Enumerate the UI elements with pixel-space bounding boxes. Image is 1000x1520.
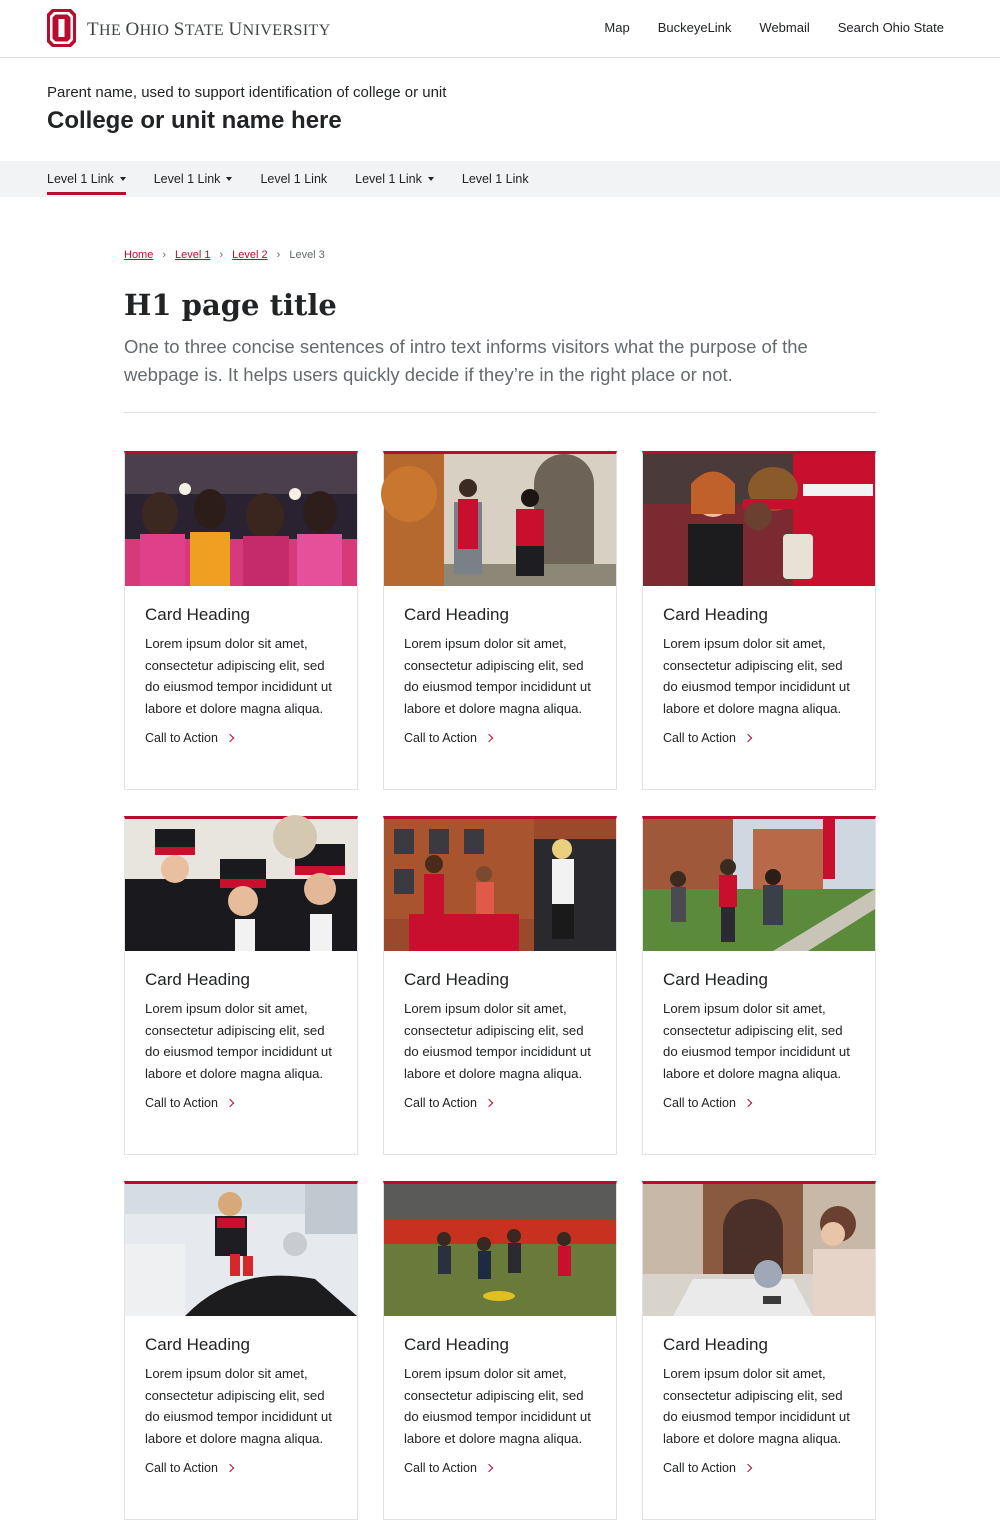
card: [383, 451, 617, 790]
card-cta-label: Call to Action: [663, 731, 736, 745]
site-name[interactable]: College or unit name here: [47, 107, 342, 134]
chevron-right-icon: [226, 734, 234, 742]
card-text: Lorem ipsum dolor sit amet, consectetur adipiscing elit, sed do eiusmod tempor incididunt ut labore et dolore magna aliqua.: [663, 1001, 850, 1081]
chevron-right-icon: [744, 1099, 752, 1107]
card: [642, 1181, 876, 1520]
caret-down-icon: [428, 177, 434, 181]
global-nav-map-link[interactable]: Map: [604, 20, 630, 35]
card-cta-label: Call to Action: [404, 731, 477, 745]
card-grid: [124, 451, 876, 1520]
card-cta-link[interactable]: [145, 1096, 337, 1110]
chevron-right-icon: [485, 734, 493, 742]
card: [642, 451, 876, 790]
card-text: Lorem ipsum dolor sit amet, consectetur adipiscing elit, sed do eiusmod tempor incididunt ut labore et dolore magna aliqua.: [145, 1366, 332, 1446]
campus-walk-photo: [384, 454, 616, 586]
card-text: Lorem ipsum dolor sit amet, consectetur adipiscing elit, sed do eiusmod tempor incididunt ut labore et dolore magna aliqua.: [663, 636, 850, 716]
chevron-right-icon: [226, 1464, 234, 1472]
global-nav: [604, 20, 944, 35]
breadcrumb-current: Level 3: [289, 249, 325, 261]
chevron-right-icon: [485, 1099, 493, 1107]
breadcrumb-level1-link[interactable]: Level 1: [175, 249, 211, 261]
card: [124, 451, 358, 790]
card-heading: Card Heading: [145, 1335, 250, 1354]
chevron-right-icon: ›: [219, 249, 224, 261]
global-nav-search-link[interactable]: Search Ohio State: [837, 20, 944, 35]
parent-name: Parent name, used to support identification of college or unit: [47, 84, 447, 101]
card-cta-link[interactable]: [663, 1461, 855, 1475]
global-header: [0, 0, 1000, 58]
card-cta-link[interactable]: [145, 731, 337, 745]
main-nav-item-1[interactable]: [47, 161, 126, 197]
marching-band-photo: [125, 819, 357, 951]
card: [124, 816, 358, 1155]
chevron-right-icon: ›: [162, 249, 167, 261]
card: [383, 1181, 617, 1520]
card-cta-label: Call to Action: [145, 1461, 218, 1475]
main-nav-label: Level 1 Link: [153, 172, 221, 186]
caret-down-icon: [120, 177, 126, 181]
card-heading: Card Heading: [404, 1335, 509, 1354]
chevron-right-icon: [226, 1099, 234, 1107]
caret-down-icon: [226, 177, 232, 181]
card-text: Lorem ipsum dolor sit amet, consectetur adipiscing elit, sed do eiusmod tempor incididunt ut labore et dolore magna aliqua.: [145, 1001, 332, 1081]
chevron-right-icon: [744, 734, 752, 742]
breadcrumb: [124, 249, 325, 261]
card: [383, 816, 617, 1155]
card-cta-label: Call to Action: [663, 1461, 736, 1475]
intro-text: One to three concise sentences of intro text informs visitors what the purpose of the webpage is. It helps users quickly decide if they’re in the right place or not.: [124, 336, 808, 385]
breadcrumb-home-link[interactable]: Home: [124, 249, 154, 261]
chevron-right-icon: [744, 1464, 752, 1472]
card-heading: Card Heading: [404, 970, 509, 989]
divider: [124, 412, 876, 413]
global-nav-buckeyelink-link[interactable]: BuckeyeLink: [657, 20, 732, 35]
global-nav-webmail-link[interactable]: Webmail: [759, 20, 810, 35]
main-nav-item-5[interactable]: [462, 161, 529, 197]
main-nav-item-4[interactable]: [355, 161, 434, 197]
card-heading: Card Heading: [663, 970, 768, 989]
card-heading: Card Heading: [663, 1335, 768, 1354]
breadcrumb-level2-link[interactable]: Level 2: [232, 249, 268, 261]
card-cta-link[interactable]: [404, 1096, 596, 1110]
main-nav-item-2[interactable]: [154, 161, 233, 197]
card-cta-link[interactable]: [404, 731, 596, 745]
card-heading: Card Heading: [145, 605, 250, 624]
card-heading: Card Heading: [663, 605, 768, 624]
main-nav: [0, 161, 1000, 197]
block-o-logo-icon[interactable]: [47, 9, 76, 47]
card-cta-label: Call to Action: [404, 1461, 477, 1475]
campus-path-photo: [643, 819, 875, 951]
card-text: Lorem ipsum dolor sit amet, consectetur adipiscing elit, sed do eiusmod tempor incididunt ut labore et dolore magna aliqua.: [663, 1366, 850, 1446]
card-text: Lorem ipsum dolor sit amet, consectetur adipiscing elit, sed do eiusmod tempor incididunt ut labore et dolore magna aliqua.: [404, 636, 591, 716]
card-cta-label: Call to Action: [145, 1096, 218, 1110]
card-cta-link[interactable]: [145, 1461, 337, 1475]
page-title: H1 page title: [124, 288, 337, 322]
card-cta-link[interactable]: [663, 731, 855, 745]
main-nav-label: Level 1 Link: [47, 172, 114, 186]
card-text: Lorem ipsum dolor sit amet, consectetur adipiscing elit, sed do eiusmod tempor incididunt ut labore et dolore magna aliqua.: [404, 1366, 591, 1446]
chevron-right-icon: ›: [276, 249, 281, 261]
card: [124, 1181, 358, 1520]
card-cta-link[interactable]: [663, 1096, 855, 1110]
card-text: Lorem ipsum dolor sit amet, consectetur adipiscing elit, sed do eiusmod tempor incididunt ut labore et dolore magna aliqua.: [404, 1001, 591, 1081]
volunteer-photo: [125, 1184, 357, 1316]
card-text: Lorem ipsum dolor sit amet, consectetur adipiscing elit, sed do eiusmod tempor incididunt ut labore et dolore magna aliqua.: [145, 636, 332, 716]
card-heading: Card Heading: [404, 605, 509, 624]
mascot-selfie-photo: [643, 454, 875, 586]
main-nav-item-3[interactable]: [260, 161, 327, 197]
spikeball-photo: [384, 1184, 616, 1316]
card-cta-label: Call to Action: [145, 731, 218, 745]
chevron-right-icon: [485, 1464, 493, 1472]
main-nav-label: Level 1 Link: [461, 172, 529, 186]
card: [642, 816, 876, 1155]
card-cta-label: Call to Action: [663, 1096, 736, 1110]
move-in-photo: [384, 819, 616, 951]
student-painting-photo: [643, 1184, 875, 1316]
dancers-photo: [125, 454, 357, 586]
university-wordmark[interactable]: THE OHIO STATE UNIVERSITY: [87, 19, 331, 40]
card-heading: Card Heading: [145, 970, 250, 989]
card-cta-link[interactable]: [404, 1461, 596, 1475]
main-nav-label: Level 1 Link: [260, 172, 328, 186]
card-cta-label: Call to Action: [404, 1096, 477, 1110]
main-nav-label: Level 1 Link: [355, 172, 422, 186]
